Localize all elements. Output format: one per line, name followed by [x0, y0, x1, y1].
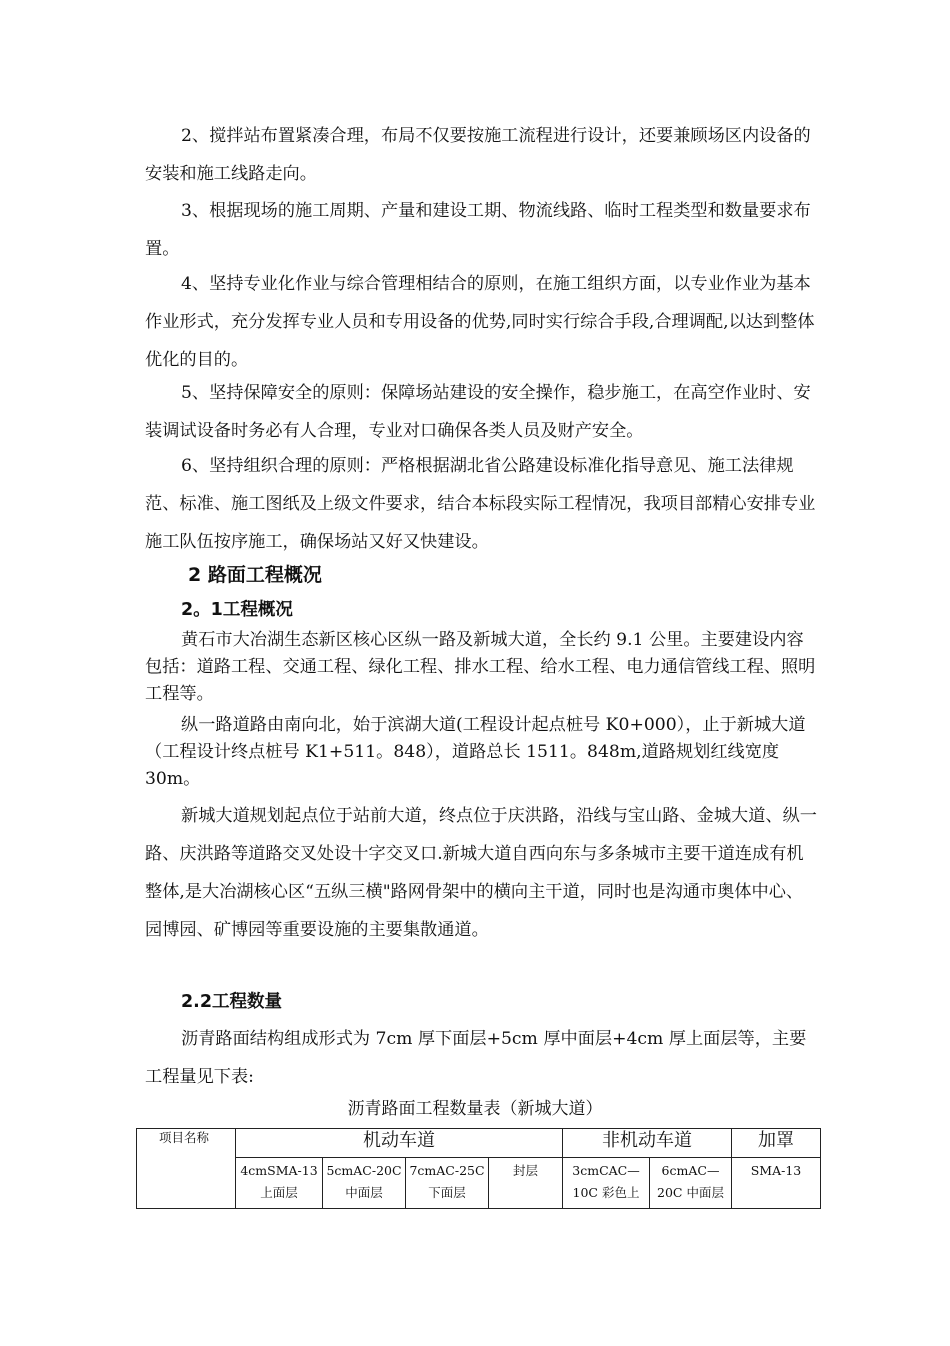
quantity-table: [136, 1128, 821, 1209]
table-corner-cell: 项目名称: [137, 1129, 236, 1209]
table-header-row: [137, 1129, 821, 1158]
group-header-motor-lane: 机动车道: [236, 1129, 563, 1158]
table-caption: 沥青路面工程数量表（新城大道）: [347, 1099, 603, 1119]
paragraph-item-3: 3、根据现场的施工周期、产量和建设工期、物流线路、临时工程类型和数量要求布置。: [145, 201, 811, 259]
group-header-non-motor-lane: 非机动车道: [563, 1129, 732, 1158]
section-heading: 2 路面工程概况: [188, 564, 322, 586]
overview-paragraph-1: 黄石市大冶湖生态新区核心区纵一路及新城大道，全长约 9.1 公里。主要建设内容包括：道路工程、交通工程、绿化工程、排水工程、给水工程、电力通信管线工程、照明工程等。: [145, 630, 816, 704]
subheader-cell: 4cmSMA-13 上面层: [236, 1158, 323, 1209]
subheader-cell: 6cmAC— 20C 中面层: [650, 1158, 732, 1209]
paragraph-item-5: 5、坚持保障安全的原则：保障场站建设的安全操作，稳步施工，在高空作业时、安装调试设备时务必有人合理，专业对口确保各类人员及财产安全。: [145, 383, 811, 441]
subheader-cell: 7cmAC-25C 下面层: [406, 1158, 489, 1209]
group-header-overlay: 加罩: [732, 1129, 821, 1158]
subheader-cell: SMA-13: [732, 1158, 821, 1209]
overview-paragraph-2: 纵一路道路由南向北，始于滨湖大道(工程设计起点桩号 K0+000），止于新城大道（工程设计终点桩号 K1+511。848），道路总长 1511。848m,道路规划红线宽度 30m。: [145, 715, 806, 789]
overview-paragraph-3: 新城大道规划起点位于站前大道，终点位于庆洪路，沿线与宝山路、金城大道、纵一路、庆洪路等道路交叉处设十字交叉口.新城大道自西向东与多条城市主要干道连成有机整体,是大冶湖核心区“五纵三横"路网骨架中的横向主干道，同时也是沟通市奥体中心、园博园、矿博园等重要设施的主要集散通道。: [145, 806, 817, 940]
subheader-cell: 5cmAC-20C 中面层: [323, 1158, 406, 1209]
paragraph-item-2: 2、搅拌站布置紧凑合理，布局不仅要按施工流程进行设计，还要兼顾场区内设备的安装和施工线路走向。: [145, 126, 811, 184]
table-subheader-row: [137, 1158, 821, 1209]
paragraph-item-4: 4、坚持专业化作业与综合管理相结合的原则，在施工组织方面，以专业作业为基本作业形式，充分发挥专业人员和专用设备的优势,同时实行综合手段,合理调配,以达到整体优化的目的。: [145, 274, 815, 370]
subheader-cell: 封层: [489, 1158, 563, 1209]
subheader-cell: 3cmCAC— 10C 彩色上: [563, 1158, 650, 1209]
subsection-heading-quantity: 2.2工程数量: [181, 992, 283, 1012]
quantity-paragraph: 沥青路面结构组成形式为 7cm 厚下面层+5cm 厚中面层+4cm 厚上面层等，主要工程量见下表:: [145, 1029, 807, 1087]
paragraph-item-6: 6、坚持组织合理的原则：严格根据湖北省公路建设标准化指导意见、施工法律规范、标准、施工图纸及上级文件要求，结合本标段实际工程情况，我项目部精心安排专业施工队伍按序施工，确保场站又好又快建设。: [145, 456, 816, 552]
subsection-heading-overview: 2。1工程概况: [181, 600, 293, 620]
